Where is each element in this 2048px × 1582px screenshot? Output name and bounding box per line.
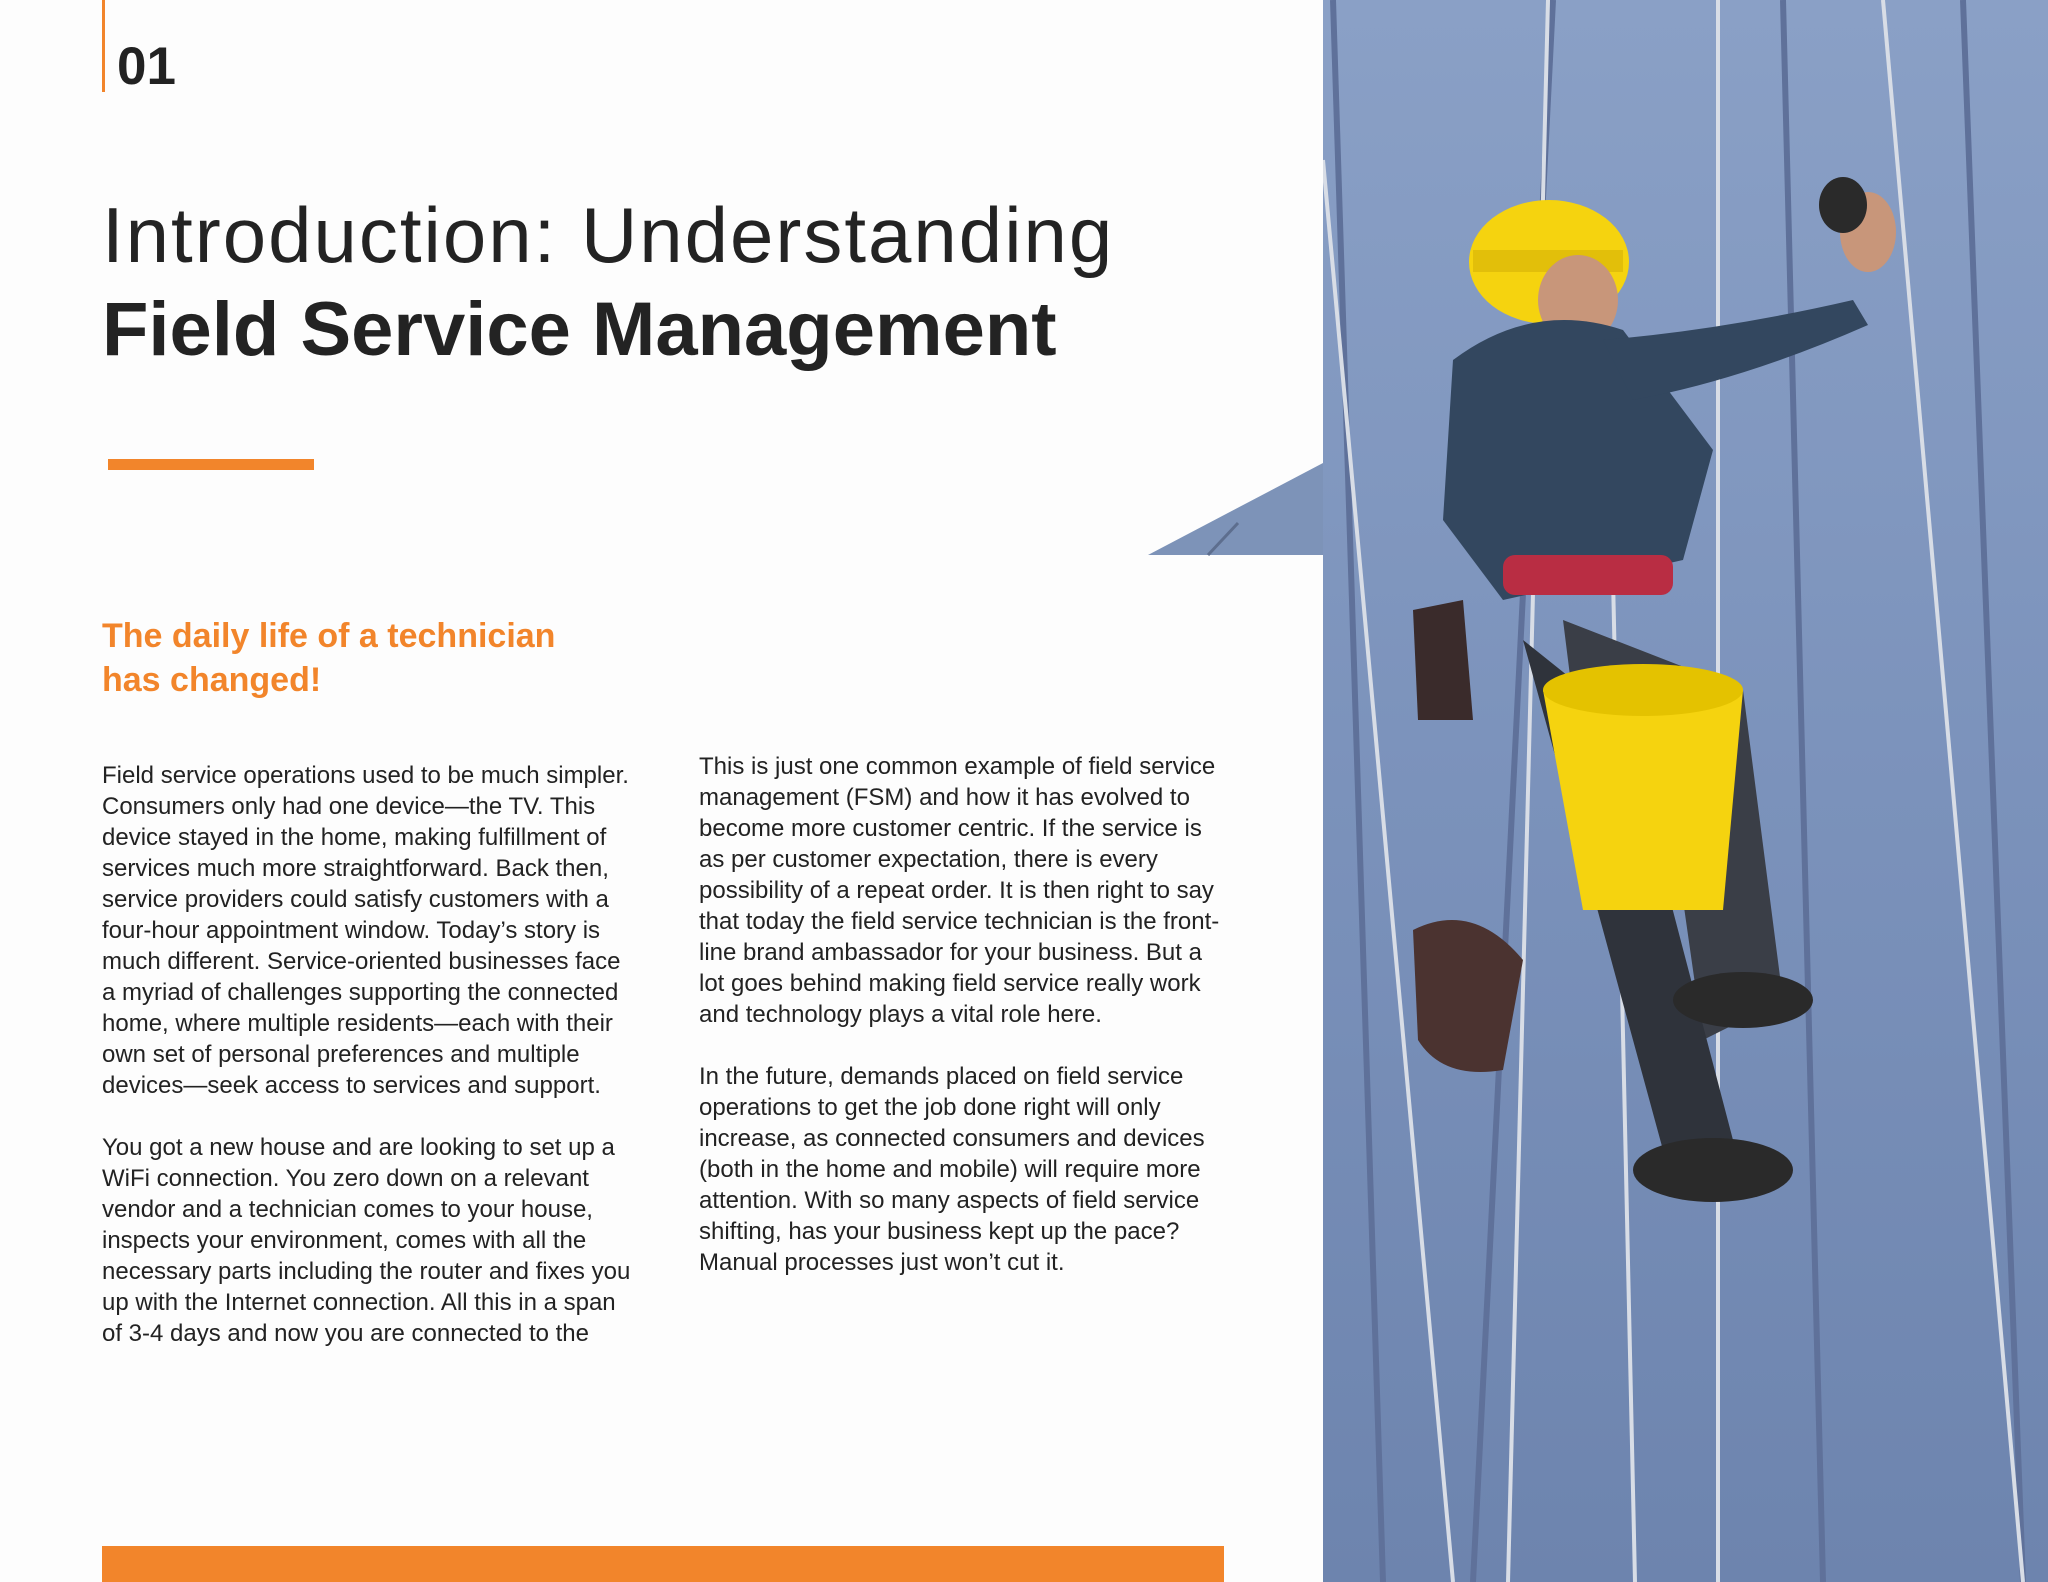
subheading-line-1: The daily life of a technician [102,617,556,655]
subheading-line-2: has changed! [102,661,322,699]
photo-callout-notch [1148,463,1328,563]
footer-accent-bar [102,1546,1224,1582]
page-title-line-1: Introduction: Understanding [102,191,1115,279]
technician-rappelling-illustration [1323,0,2048,1582]
page-number: 01 [117,37,176,96]
cleaning-cloth [1819,177,1867,233]
right-paragraph-1: This is just one common example of field service management (FSM) and how it has evolved to become more customer centric. If the service is as per customer expectation, there is every possibility of a repeat order. It is then right to say that today the field service technician is the front-line brand ambassador for your business. But a lot goes behind making field service really work and technology plays a vital role here. [699,753,1220,1028]
section-subheading [102,614,662,702]
page-number-accent-bar [102,0,105,92]
boot-front [1633,1138,1793,1202]
left-text-column [102,760,637,1380]
harness-belt [1503,555,1673,595]
boot-back [1673,972,1813,1028]
hip-pouch [1413,600,1473,720]
technician-photo [1323,0,2048,1582]
right-text-column [699,751,1231,1309]
left-paragraph-1: Field service operations used to be much simpler. Consumers only had one device—the TV. This device stayed in the home, making fulfillment of services much more straightforward. Back then, service providers could satisfy customers with a four-hour appointment window. Today’s story is much different. Service-oriented businesses face a myriad of challenges supporting the connected home, where multiple residents—each with their own set of personal preferences and multiple devices—seek access to services and support. [102,762,629,1099]
bucket-rim [1543,664,1743,716]
right-paragraph-2: In the future, demands placed on field service operations to get the job done right will only increase, as connected consumers and devices (both in the home and mobile) will require more attention. With so many aspects of field service shifting, has your business kept up the pace? Manual processes just won’t cut it. [699,1063,1205,1276]
left-paragraph-2: You got a new house and are looking to set up a WiFi connection. You zero down on a relevant vendor and a technician comes to your house, inspects your environment, comes with all the necessary parts including the router and fixes you up with the Internet connection. All this in a span of 3-4 days and now you are connected to the [102,1134,631,1347]
title-underline-rule [108,459,314,470]
page-title-line-2: Field Service Management [102,287,1057,372]
